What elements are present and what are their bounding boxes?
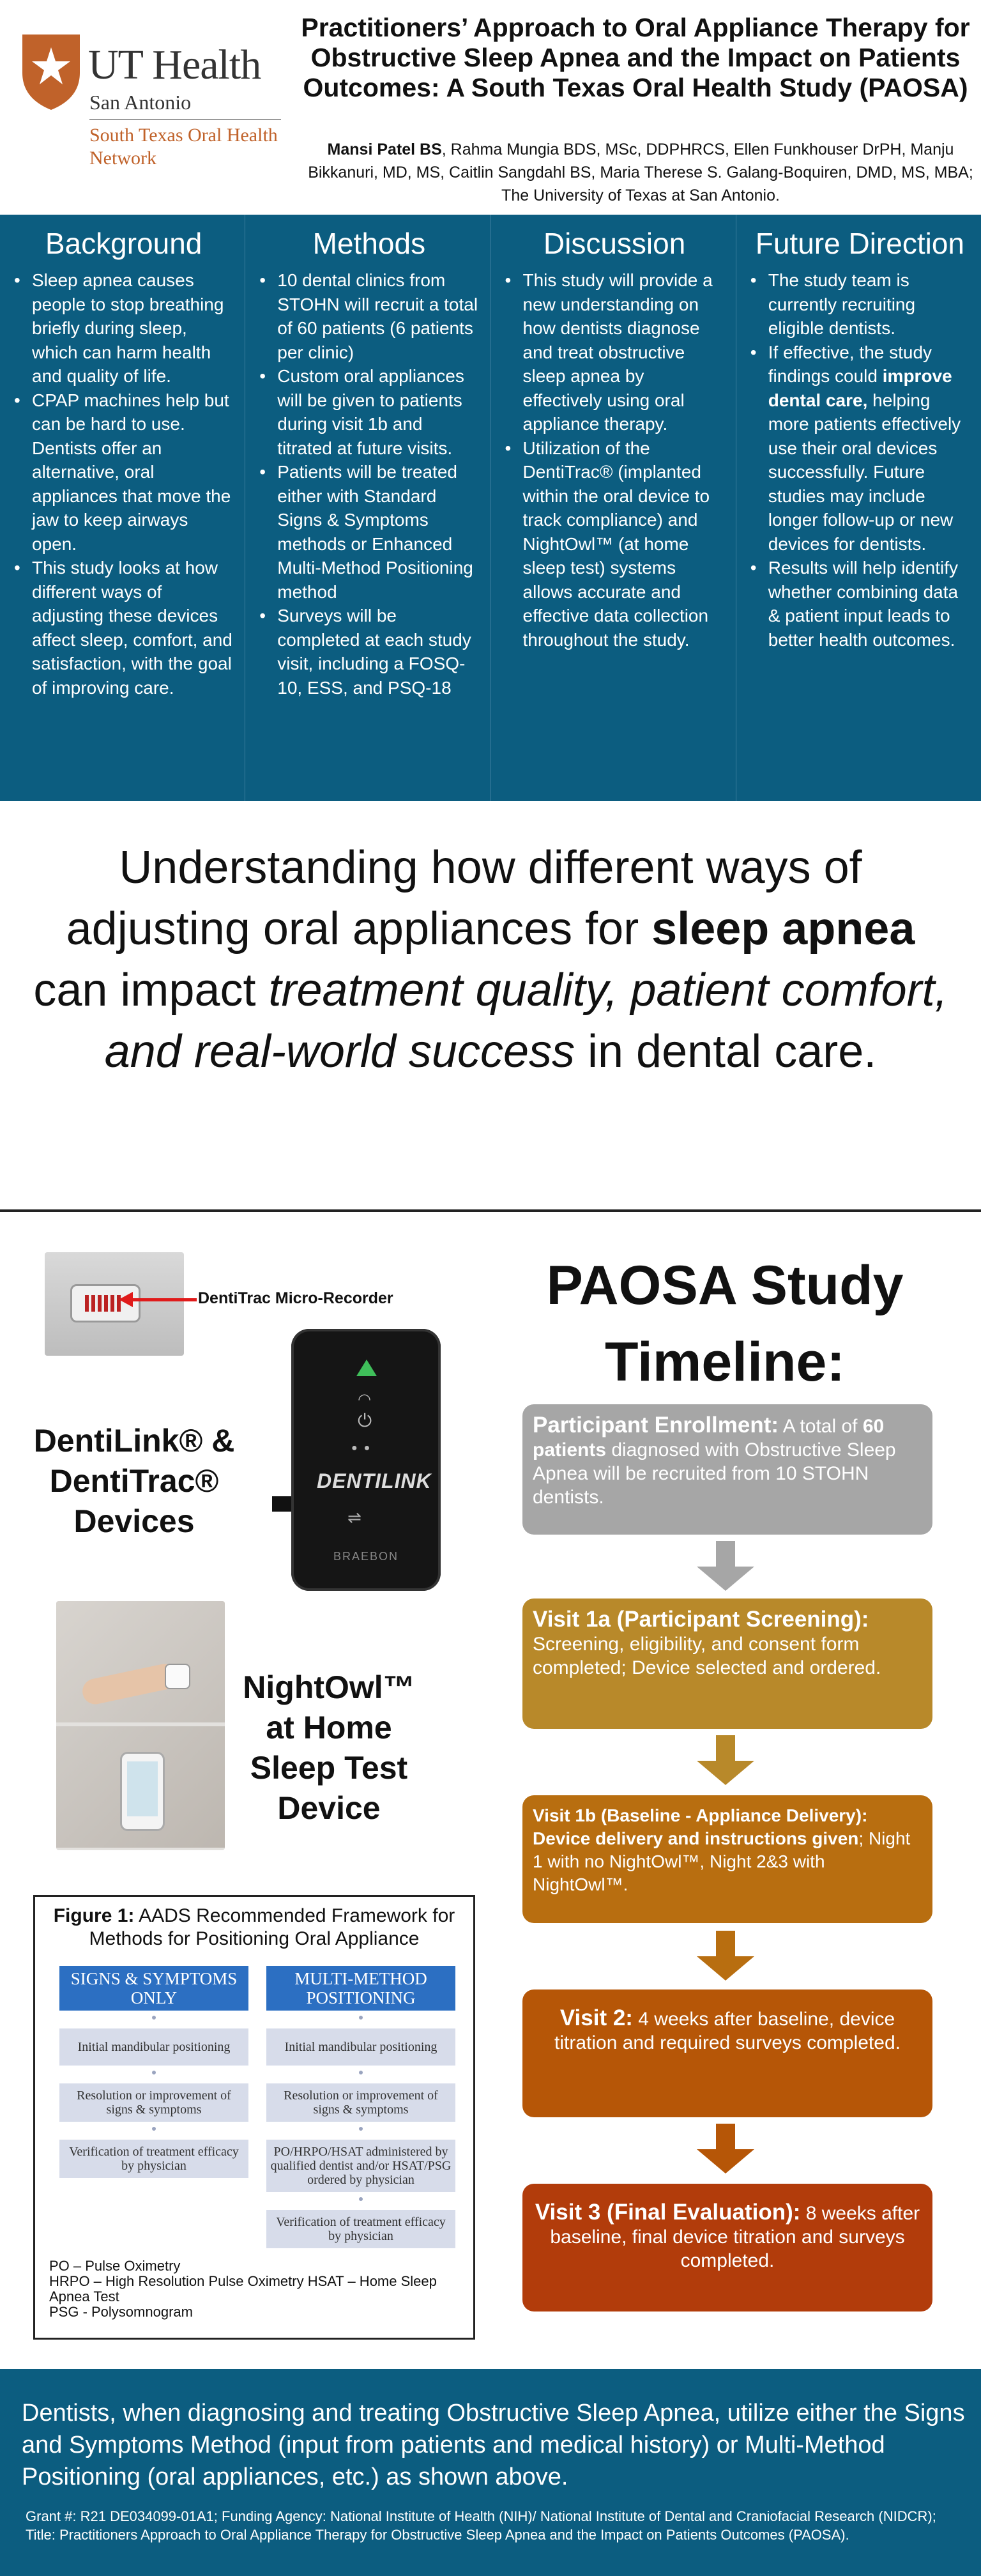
flow-step: Resolution or improvement of signs & symptoms — [59, 2083, 248, 2122]
poster-authors — [300, 138, 981, 207]
discussion-column — [491, 215, 736, 801]
timeline-visit-3 — [522, 2184, 932, 2312]
discussion-heading: Discussion — [543, 227, 686, 260]
dentilink-label: DentiLink® & DentiTrac® Devices — [33, 1423, 235, 1539]
future-heading: Future Direction — [755, 227, 964, 260]
step-heading: Visit 1a (Participant Screening): — [533, 1607, 869, 1632]
multi-method-header: MULTI-METHOD POSITIONING — [266, 1966, 455, 2011]
dentilink-device-photo — [291, 1329, 441, 1591]
indicator-dots-icon: ●● — [351, 1443, 377, 1453]
flow-step: PO/HRPO/HSAT administered by qualified dentist and/or HSAT/PSG ordered by physician — [266, 2140, 455, 2192]
grant-info: Grant #: R21 DE034099-01A1; Funding Agency: National Institute of Health (NIH)/ National Institute of Dental and Craniofacial Research (NIDCR); Title: Practitioners Approach to Oral Appliance Therapy for Obstructive Sleep Apnea and the Impact on Patients Outcomes (PAOSA). — [26, 2508, 936, 2543]
step-heading: Visit 2: — [559, 2005, 633, 2030]
device-brand: BRAEBON — [333, 1550, 399, 1563]
timeline-enrollment — [522, 1404, 932, 1535]
text-span: helping more patients effectively use their oral devices successfully. Future studies may include longer follow-up or new devices for dentists. — [768, 390, 961, 554]
step-heading: Participant Enrollment: — [533, 1413, 779, 1438]
arrow-shaft — [716, 1931, 735, 1956]
multi-method-column — [266, 1966, 455, 2248]
status-triangle-icon — [356, 1360, 377, 1376]
key-message — [26, 837, 955, 1082]
wireless-icon: ◠ — [358, 1391, 371, 1408]
logo-divider — [89, 119, 281, 120]
poster-header — [0, 0, 981, 215]
methods-list — [257, 268, 481, 700]
future-list — [748, 268, 972, 652]
list-item: • This study will provide a new understanding on how dentists diagnose and treat obstructive sleep apnea by effectively using oral appliance therapy. — [503, 268, 727, 436]
text-span: can impact — [33, 965, 269, 1016]
poster-title: Practitioners’ Approach to Oral Appliance Therapy for Obstructive Sleep Apnea and the Impact on Patients Outcomes: A South Texas Oral Health Study (PAOSA) — [301, 13, 970, 102]
legend-item: HRPO – High Resolution Pulse Oximetry HSAT – Home Sleep Apnea Test — [49, 2273, 437, 2304]
down-arrow-icon — [706, 1735, 745, 1786]
timeline-visit-2 — [522, 1989, 932, 2117]
figure-legend — [49, 2258, 464, 2320]
sensor-icon — [165, 1664, 190, 1689]
nightowl-label: NightOwl™ at Home Sleep Test Device — [243, 1669, 415, 1826]
arrow-shaft — [716, 1735, 735, 1761]
list-item: • The study team is currently recruiting eligible dentists. — [748, 268, 972, 341]
step-heading: Visit 1b (Baseline - Appliance Delivery): — [533, 1805, 868, 1825]
footer-summary: Dentists, when diagnosing and treating Obstructive Sleep Apnea, utilize either the Signs and Symptoms Method (input from patients and medical history) or Multi-Method Positioning (oral appliances, etc.) as shown above. — [22, 2400, 965, 2490]
list-item: • Sleep apnea causes people to stop breathing briefly during sleep, which can harm health and quality of life. — [11, 268, 236, 388]
arrow-head — [697, 2149, 754, 2174]
flow-step: Initial mandibular positioning — [59, 2028, 248, 2066]
emphasis-text: 60 patients — [533, 1416, 885, 1460]
timeline-title: PAOSA Study Timeline: — [546, 1255, 904, 1393]
info-columns — [0, 215, 981, 801]
background-heading: Background — [45, 227, 202, 260]
future-direction-column — [736, 215, 981, 801]
figure-1 — [33, 1895, 475, 2340]
ut-health-logo — [19, 23, 287, 176]
step-text: Screening, eligibility, and consent form completed; Device selected and ordered. — [533, 1634, 881, 1678]
arrow-head — [697, 1761, 754, 1785]
discussion-list — [503, 268, 727, 652]
legend-item: PSG - Polysomnogram — [49, 2304, 193, 2320]
arrow-head — [697, 1956, 754, 1981]
legend-item: PO – Pulse Oximetry — [49, 2258, 181, 2274]
background-list — [11, 268, 236, 700]
text-span: Understanding how different ways of adjusting oral appliances for — [66, 842, 862, 954]
background-column — [0, 215, 245, 801]
emphasis-text: improve dental care, — [768, 366, 952, 410]
logo-title: UT Health — [88, 42, 261, 88]
text-span: in dental care. — [575, 1026, 877, 1077]
ut-shield-star-icon — [19, 28, 83, 111]
methods-column — [245, 215, 490, 801]
flow-step: Verification of treatment efficacy by physician — [266, 2210, 455, 2248]
phone-app-photo — [56, 1726, 225, 1848]
figure-label: Figure 1: — [53, 1905, 135, 1926]
power-icon: ⏻ — [358, 1411, 372, 1430]
list-item: • Custom oral appliances will be given to patients during visit 1b and titrated at future visits. — [257, 364, 481, 460]
arrow-shaft — [716, 1541, 735, 1567]
smartphone-icon — [120, 1752, 165, 1831]
red-arrow-line — [128, 1298, 197, 1301]
list-item: • Surveys will be completed at each study visit, including a FOSQ-10, ESS, and PSQ-18 — [257, 604, 481, 700]
step-heading: Visit 3 (Final Evaluation): — [535, 2200, 801, 2225]
logo-network: South Texas Oral Health Network — [89, 125, 278, 169]
list-item: • 10 dental clinics from STOHN will recruit a total of 60 patients (6 patients per clinic) — [257, 268, 481, 364]
figure-caption: AADS Recommended Framework for Methods for Positioning Oral Appliance — [89, 1905, 455, 1949]
lead-author: Mansi Patel BS — [327, 141, 442, 158]
arrow-shaft — [716, 2124, 735, 2149]
usb-icon: ⇌ — [347, 1508, 361, 1527]
down-arrow-icon — [706, 1541, 745, 1592]
emphasis-text: Device delivery and instructions given — [533, 1828, 859, 1848]
nightowl-photo — [56, 1601, 225, 1850]
timeline-visit-1a — [522, 1598, 932, 1729]
list-item: • This study looks at how different ways of adjusting these devices affect sleep, comfort, and satisfaction, with the goal of improving care. — [11, 556, 236, 700]
step-text: 8 weeks after baseline, final device titration and surveys completed. — [550, 2203, 920, 2271]
text-span: If effective, the study findings could — [768, 342, 932, 386]
step-text: A total of — [779, 1416, 863, 1437]
logo-campus: San Antonio — [89, 91, 192, 114]
timeline-visit-1b — [522, 1795, 932, 1923]
co-authors: , Rahma Mungia BDS, MSc, DDPHRCS, Ellen Funkhouser DrPH, Manju Bikkanuri, MD, MS, Caitlin Sangdahl BS, Maria Therese S. Galang-Boquiren, DMD, MS, MBA; The University of Texas at San Antonio. — [308, 141, 973, 204]
signs-symptoms-column — [59, 1966, 248, 2178]
step-text: 4 weeks after baseline, device titration and required surveys completed. — [554, 2009, 901, 2053]
finger-sensor-photo — [56, 1601, 225, 1722]
device-logo: DENTILINK — [317, 1469, 432, 1492]
section-divider — [0, 1209, 981, 1212]
list-item: • Patients will be treated either with Standard Signs & Symptoms methods or Enhanced Multi-Method Positioning method — [257, 460, 481, 604]
list-item: • Utilization of the DentiTrac® (implanted within the oral device to track compliance) and NightOwl™ (at home sleep test) systems allows accurate and effective data collection throughout the study. — [503, 436, 727, 652]
list-item — [748, 341, 972, 556]
step-text: ; Night 1 with no NightOwl™, Night 2&3 with NightOwl™. — [533, 1828, 911, 1894]
methods-heading: Methods — [312, 227, 426, 260]
down-arrow-icon — [706, 1931, 745, 1982]
figure-title — [35, 1905, 473, 1951]
step-text: diagnosed with Obstructive Sleep Apnea will be recruited from 10 STOHN dentists. — [533, 1439, 896, 1508]
recorder-label: DentiTrac Micro-Recorder — [198, 1289, 393, 1307]
flow-step: Resolution or improvement of signs & symptoms — [266, 2083, 455, 2122]
emphasis-text: sleep apnea — [651, 903, 915, 954]
list-item: • CPAP machines help but can be hard to use. Dentists offer an alternative, oral appliances that move the jaw to keep airways open. — [11, 388, 236, 556]
list-item: • Results will help identify whether combining data & patient input leads to better health outcomes. — [748, 556, 972, 652]
down-arrow-icon — [706, 2124, 745, 2175]
arrow-head — [697, 1567, 754, 1591]
italic-text: treatment quality, patient comfort, and real-world success — [104, 965, 948, 1077]
flow-step: Verification of treatment efficacy by physician — [59, 2140, 248, 2178]
signs-symptoms-header: SIGNS & SYMPTOMS ONLY — [59, 1966, 248, 2011]
poster-footer — [0, 2369, 981, 2576]
dentitrac-recorder-photo — [45, 1252, 184, 1356]
flow-step: Initial mandibular positioning — [266, 2028, 455, 2066]
